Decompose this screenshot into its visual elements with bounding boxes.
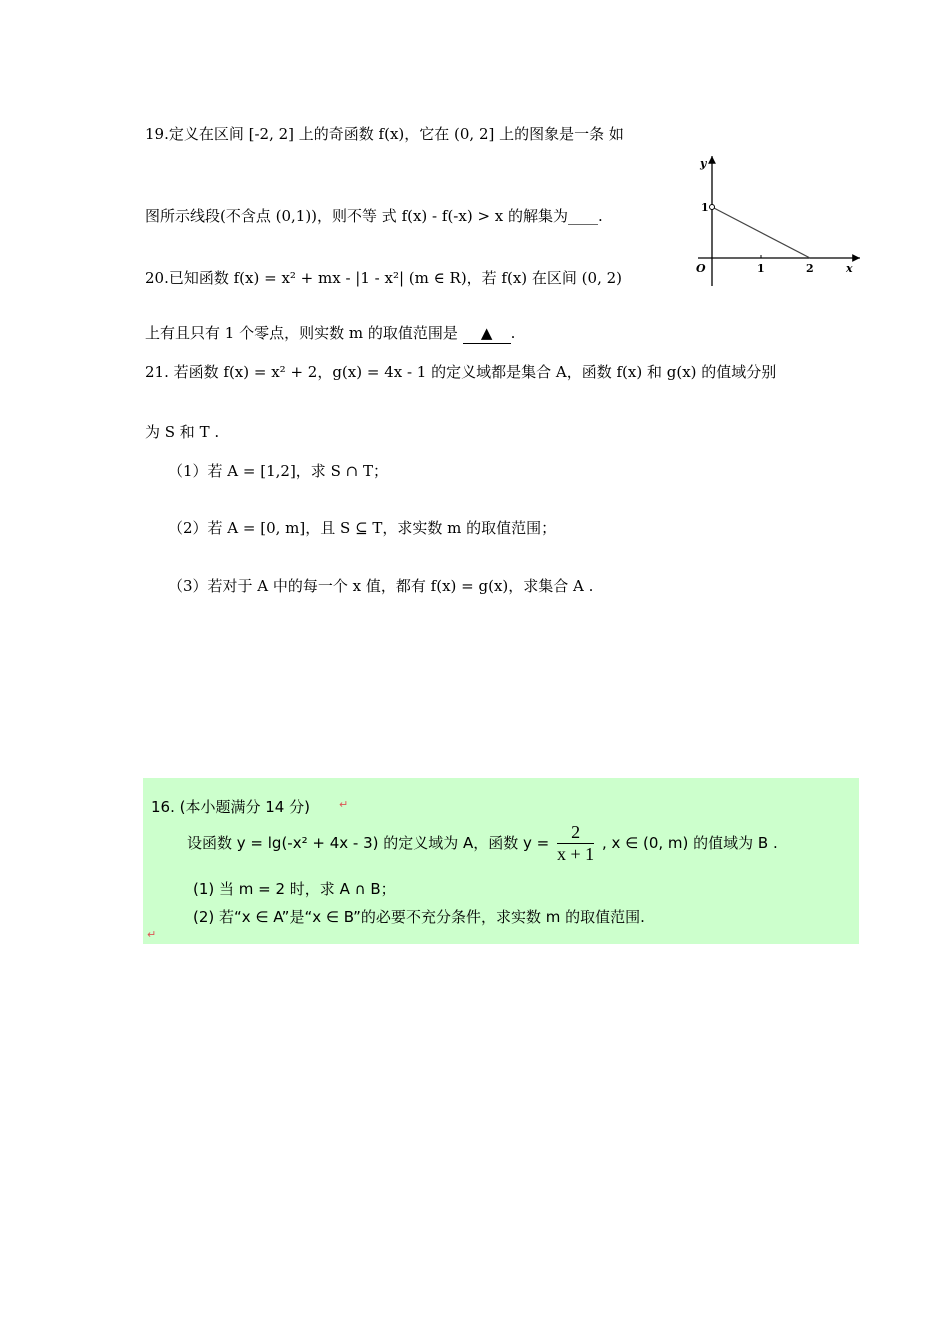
q16-statement-pre: 设函数 y = lg(-x² + 4x - 3) 的定义域为 A，函数 y = <box>187 834 550 852</box>
y-axis-label: y <box>700 157 707 170</box>
x-tick-label-1: 1 <box>757 262 765 275</box>
q19-line1: 19.定义在区间 [-2, 2] 上的奇函数 f(x)，它在 (0, 2] 上的图象是一条 如 <box>145 125 624 143</box>
q20-line2-text: 上有且只有 1 个零点，则实数 m 的取值范围是 <box>145 324 458 342</box>
line-segment-graph <box>690 150 870 290</box>
x-axis-label: x <box>846 262 853 275</box>
q16-frac-num: 2 <box>557 822 594 844</box>
q16-fraction <box>557 822 594 865</box>
return-mark-icon: ↵ <box>147 928 157 941</box>
q19-line2-text: 图所示线段(不含点 (0,1))，则不等 式 f(x) - f(-x) > x 的解集为 <box>145 207 569 225</box>
q20-answer-blank: ▲ <box>463 323 511 344</box>
q16-part2: (2) 若“x ∈ A”是“x ∈ B”的必要不充分条件，求实数 m 的取值范围. <box>193 908 645 926</box>
q16-header: 16. (本小题满分 14 分) <box>151 798 310 816</box>
q20-line2-end: . <box>510 324 516 342</box>
q20-line1: 20.已知函数 f(x) = x² + mx - |1 - x²| (m ∈ R)，若 f(x) 在区间 (0, 2) <box>145 269 623 287</box>
q21-line1: 21. 若函数 f(x) = x² + 2，g(x) = 4x - 1 的定义域都是集合 A，函数 f(x) 和 g(x) 的值域分别 <box>145 363 777 381</box>
q20-line2 <box>145 323 515 344</box>
y-tick-label: 1 <box>701 201 709 214</box>
q16-pasted-box <box>143 778 859 944</box>
open-point <box>710 205 715 210</box>
q19-line2-end: . <box>598 207 603 225</box>
x-tick-label-2: 2 <box>806 262 814 275</box>
q19-answer-blank: ____ <box>568 207 599 225</box>
q16-part1: (1) 当 m = 2 时，求 A ∩ B； <box>193 880 396 898</box>
return-mark-icon: ↵ <box>339 798 349 811</box>
q21-line2: 为 S 和 T . <box>145 423 220 441</box>
q21-part2: （2）若 A = [0, m]，且 S ⊆ T，求实数 m 的取值范围； <box>168 519 557 537</box>
q16-statement-post: , x ∈ (0, m) 的值域为 B . <box>601 834 778 852</box>
q21-part3: （3）若对于 A 中的每一个 x 值，都有 f(x) = g(x)，求集合 A . <box>168 577 594 595</box>
q19-line2 <box>145 206 603 226</box>
q16-frac-den: x + 1 <box>557 844 595 864</box>
graph-segment <box>712 207 810 258</box>
q16-statement <box>187 822 778 865</box>
q21-part1: （1）若 A = [1,2]，求 S ∩ T； <box>168 462 388 480</box>
origin-label: O <box>696 262 706 275</box>
